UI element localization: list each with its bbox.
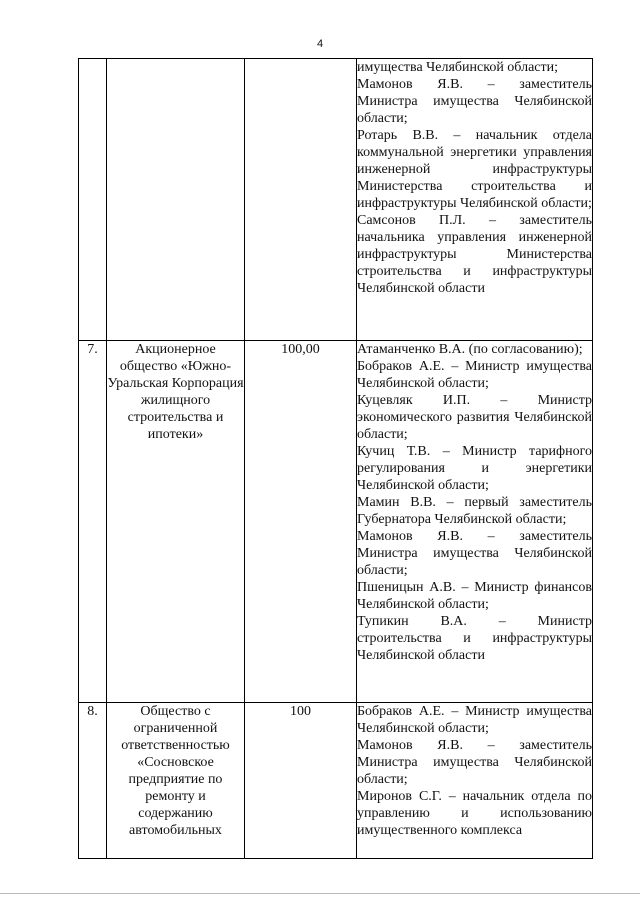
member-entry: Бобраков А.Е. – Министр имущества Челябинской области; — [357, 704, 592, 736]
member-entry: Мамин В.В. – первый заместитель Губернатора Челябинской области; — [357, 495, 592, 527]
share-percent — [245, 59, 357, 341]
member-entry: Самсонов П.Л. – заместитель начальника управления инженерной инфраструктуры Министерства строительства и инфраструктуры Челябинской области — [357, 213, 592, 296]
member-entry: имущества Челябинской области; — [357, 60, 558, 75]
share-percent: 100,00 — [245, 341, 357, 703]
row-number: 8. — [79, 703, 107, 859]
organization-name: Акционерное общество «Южно-Уральская Корпорация жилищного строительства и ипотеки» — [107, 341, 245, 703]
member-entry: Бобраков А.Е. – Министр имущества Челябинской области; — [357, 359, 592, 391]
member-entry: Мамонов Я.В. – заместитель Министра имущества Челябинской области; — [357, 738, 592, 787]
table-row — [79, 59, 593, 341]
member-entry: Миронов С.Г. – начальник отдела по управлению и использованию имущественного комплекса — [357, 789, 592, 838]
member-entry: Кучиц Т.В. – Министр тарифного регулирования и энергетики Челябинской области; — [357, 444, 592, 493]
member-entry: Мамонов Я.В. – заместитель Министра имущества Челябинской области; — [357, 77, 592, 126]
organization-name: Общество с ограниченной ответственностью «Сосновское предприятие по ремонту и содержанию автомобильных — [107, 703, 245, 859]
member-entry: Пшеницын А.В. – Министр финансов Челябинской области; — [357, 580, 592, 612]
board-members — [357, 703, 593, 859]
member-entry: Атаманченко В.А. (по согласованию); — [357, 342, 583, 357]
scan-edge-line — [0, 893, 640, 894]
board-members — [357, 341, 593, 703]
shareholding-table — [78, 58, 593, 859]
member-entry: Ротарь В.В. – начальник отдела коммунальной энергетики управления инженерной инфраструктуры Министерства строительства и инфраструктуры Челябинской области; — [357, 128, 592, 211]
board-members — [357, 59, 593, 341]
row-number: 7. — [79, 341, 107, 703]
organization-name — [107, 59, 245, 341]
member-entry: Куцевляк И.П. – Министр экономического развития Челябинской области; — [357, 393, 592, 442]
share-percent: 100 — [245, 703, 357, 859]
member-entry: Тупикин В.А. – Министр строительства и инфраструктуры Челябинской области — [357, 614, 592, 663]
member-entry: Мамонов Я.В. – заместитель Министра имущества Челябинской области; — [357, 529, 592, 578]
table-row — [79, 341, 593, 703]
row-number — [79, 59, 107, 341]
page-number: 4 — [316, 38, 324, 50]
table-row — [79, 703, 593, 859]
